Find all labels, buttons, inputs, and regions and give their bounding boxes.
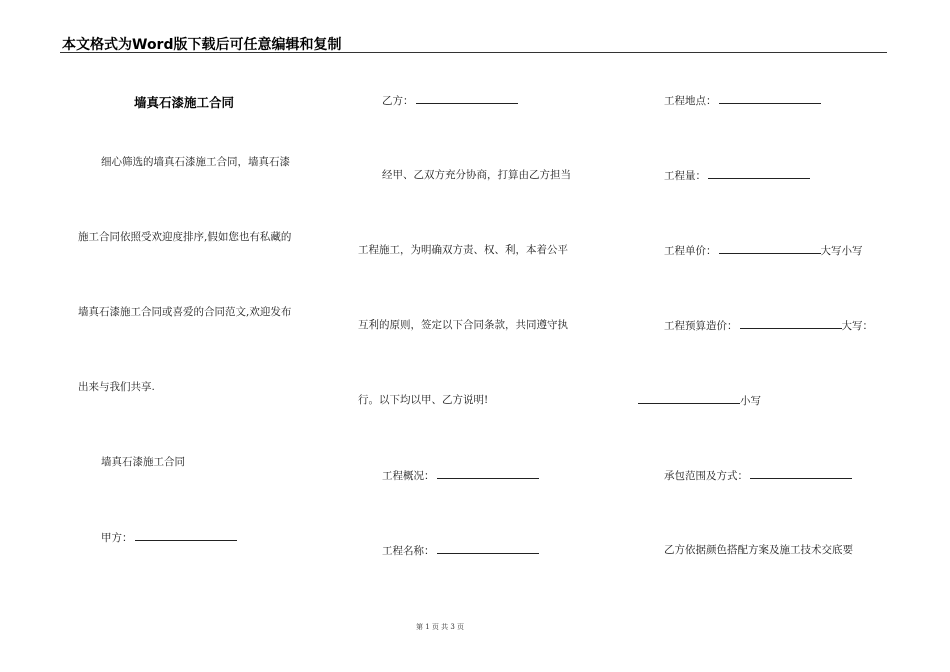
page-number: 第 1 页 共 3 页 bbox=[415, 623, 465, 631]
project-quantity-blank bbox=[708, 168, 810, 179]
unit-price-blank bbox=[719, 243, 821, 254]
unit-price-suffix: 大写小写 bbox=[820, 245, 863, 257]
project-name-blank bbox=[437, 543, 539, 554]
budget-label: 工程预算造价： bbox=[664, 320, 738, 332]
contract-subtitle: 墙真石漆施工合同 bbox=[101, 456, 185, 468]
agreement-line-4: 行。以下均以甲、乙方说明! bbox=[358, 394, 489, 406]
agreement-line-2: 工程施工，为明确双方责、权、利，本着公平 bbox=[358, 244, 568, 256]
party-b-label: 乙方： bbox=[382, 95, 414, 107]
unit-price-label: 工程单价： bbox=[664, 245, 717, 257]
document-title: 墙真石漆施工合同 bbox=[134, 95, 235, 110]
project-quantity-label: 工程量： bbox=[664, 170, 706, 182]
project-overview-field bbox=[382, 468, 539, 483]
intro-line-1: 细心筛选的墙真石漆施工合同，墙真石漆 bbox=[101, 156, 290, 168]
intro-line-4: 出来与我们共享. bbox=[78, 381, 155, 393]
project-quantity-field bbox=[664, 168, 810, 183]
project-name-field bbox=[382, 543, 539, 558]
project-location-field bbox=[664, 93, 821, 108]
intro-line-2: 施工合同依照受欢迎度排序,假如您也有私藏的 bbox=[78, 231, 292, 243]
project-overview-blank bbox=[437, 468, 539, 479]
contract-scope-label: 承包范围及方式： bbox=[664, 470, 748, 482]
document-header-title: 本文格式为Word版下载后可任意编辑和复制 bbox=[62, 37, 342, 53]
project-location-blank bbox=[719, 93, 821, 104]
party-a-label: 甲方： bbox=[101, 532, 133, 544]
budget-field bbox=[664, 318, 873, 333]
contract-scope-blank bbox=[750, 468, 852, 479]
project-location-label: 工程地点： bbox=[664, 95, 717, 107]
party-a-field bbox=[101, 530, 237, 545]
budget-lowercase-suffix: 小写 bbox=[740, 395, 761, 407]
contract-scope-field bbox=[664, 468, 852, 483]
unit-price-field bbox=[664, 243, 863, 258]
header-divider bbox=[60, 52, 887, 53]
intro-line-3: 墙真石漆施工合同或喜爱的合同范文,欢迎发布 bbox=[78, 306, 292, 318]
budget-lowercase-field bbox=[638, 393, 761, 408]
agreement-line-3: 互利的原则，签定以下合同条款，共同遵守执 bbox=[358, 319, 568, 331]
construction-requirement-line: 乙方依据颜色搭配方案及施工技术交底要 bbox=[664, 544, 853, 556]
agreement-line-1: 经甲、乙双方充分协商，打算由乙方担当 bbox=[382, 169, 571, 181]
budget-blank bbox=[740, 318, 842, 329]
party-b-blank bbox=[416, 93, 518, 104]
party-b-field bbox=[382, 93, 518, 108]
budget-lowercase-blank bbox=[638, 393, 740, 404]
budget-suffix: 大写： bbox=[841, 320, 873, 332]
project-overview-label: 工程概况： bbox=[382, 470, 435, 482]
party-a-blank bbox=[135, 530, 237, 541]
project-name-label: 工程名称： bbox=[382, 545, 435, 557]
